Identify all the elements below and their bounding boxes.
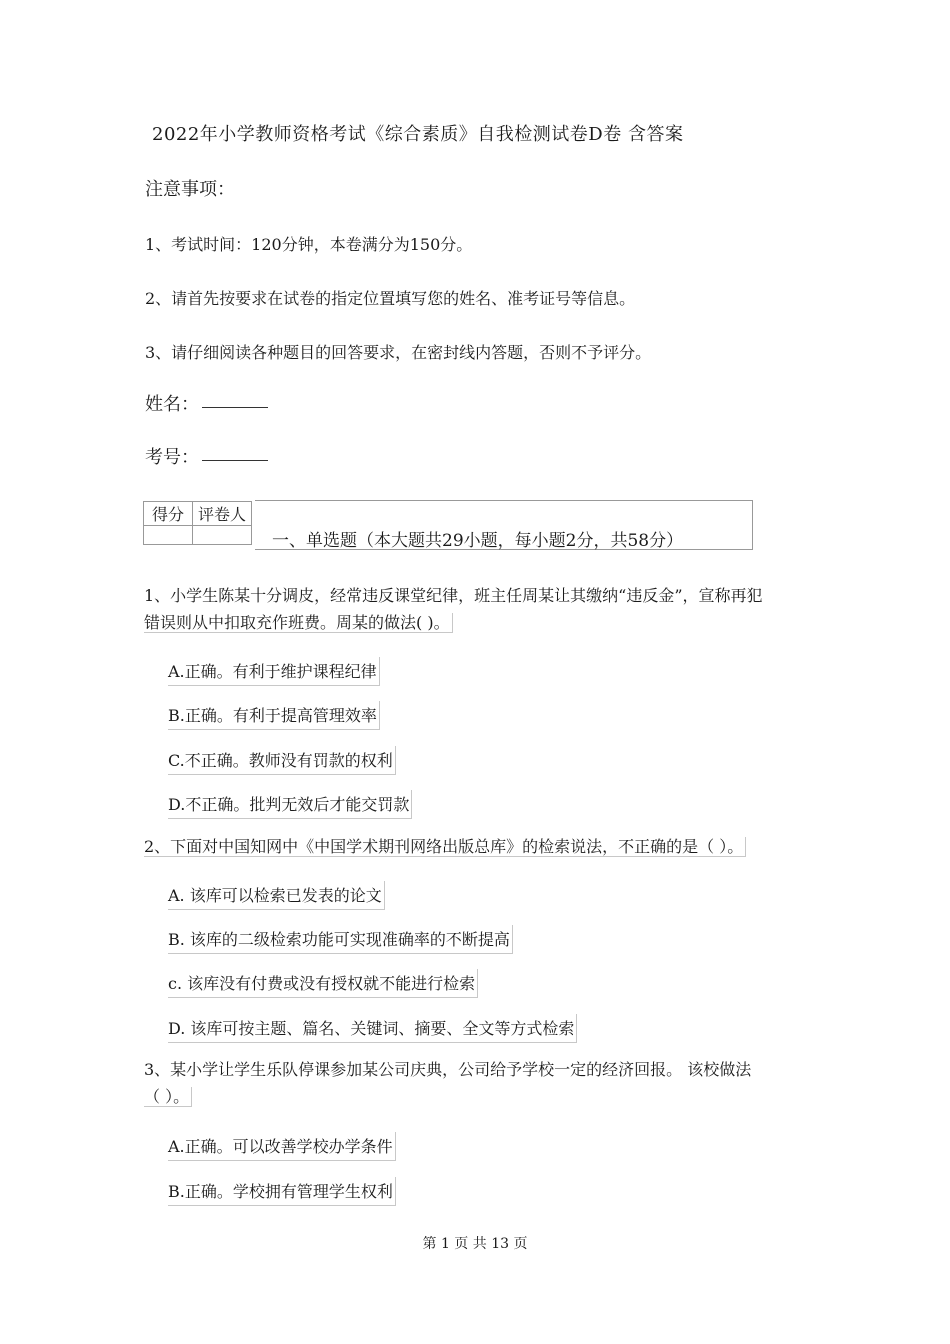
question-stem (144, 581, 763, 611)
option-c[interactable]: c. 该库没有付费或没有授权就不能进行检索 (168, 969, 478, 998)
option-d[interactable]: D. 该库可按主题、篇名、关键词、摘要、全文等方式检索 (168, 1014, 577, 1043)
question-stem-line: 2、下面对中国知网中《中国学术期刊网络出版总库》的检索说法，不正确的是（ ）。 (144, 837, 746, 857)
exam-number-blank[interactable] (202, 460, 268, 461)
notice-item: 3、请仔细阅读各种题目的回答要求，在密封线内答题，否则不予评分。 (145, 343, 652, 362)
question-stem (144, 1055, 751, 1085)
question-stem-line: （ ）。 (144, 1087, 192, 1107)
name-label: 姓名： (145, 394, 199, 415)
score-cell[interactable] (144, 526, 193, 545)
option-c[interactable]: C.不正确。教师没有罚款的权利 (168, 746, 396, 775)
exam-number-label: 考号： (145, 447, 199, 468)
question-stem-line: 3、某小学让学生乐队停课参加某公司庆典，公司给予学校一定的经济回报。 该校做法 (144, 1060, 752, 1079)
name-blank[interactable] (202, 407, 268, 408)
notice-item: 1、考试时间：120分钟，本卷满分为150分。 (145, 235, 473, 254)
notice-heading: 注意事项： (145, 179, 235, 200)
score-header: 得分 (144, 502, 193, 526)
question-stem-line: 错误则从中扣取充作班费。周某的做法( )。 (144, 613, 453, 633)
option-a[interactable]: A. 该库可以检索已发表的论文 (168, 881, 385, 910)
score-table (143, 501, 252, 545)
option-b[interactable]: B.正确。学校拥有管理学生权利 (168, 1177, 396, 1206)
grader-cell[interactable] (193, 526, 252, 545)
option-b[interactable]: B. 该库的二级检索功能可实现准确率的不断提高 (168, 925, 513, 954)
page-footer: 第 1 页 共 13 页 (422, 1236, 528, 1252)
question-stem (144, 1082, 192, 1112)
question-stem-line: 1、小学生陈某十分调皮，经常违反课堂纪律，班主任周某让其缴纳“违反金”，宣称再犯 (144, 586, 763, 605)
grader-header: 评卷人 (193, 502, 252, 526)
document-title: 2022年小学教师资格考试《综合素质》自我检测试卷D卷 含答案 (152, 124, 684, 145)
notice-item: 2、请首先按要求在试卷的指定位置填写您的姓名、准考证号等信息。 (145, 289, 636, 308)
option-a[interactable]: A.正确。可以改善学校办学条件 (168, 1132, 396, 1161)
option-b[interactable]: B.正确。有利于提高管理效率 (168, 701, 380, 730)
option-a[interactable]: A.正确。有利于维护课程纪律 (168, 657, 380, 686)
section-title: 一、单选题（本大题共29小题，每小题2分，共58分） (272, 531, 684, 551)
question-stem (144, 608, 453, 638)
option-d[interactable]: D.不正确。批判无效后才能交罚款 (168, 790, 412, 819)
question-stem (144, 832, 746, 862)
